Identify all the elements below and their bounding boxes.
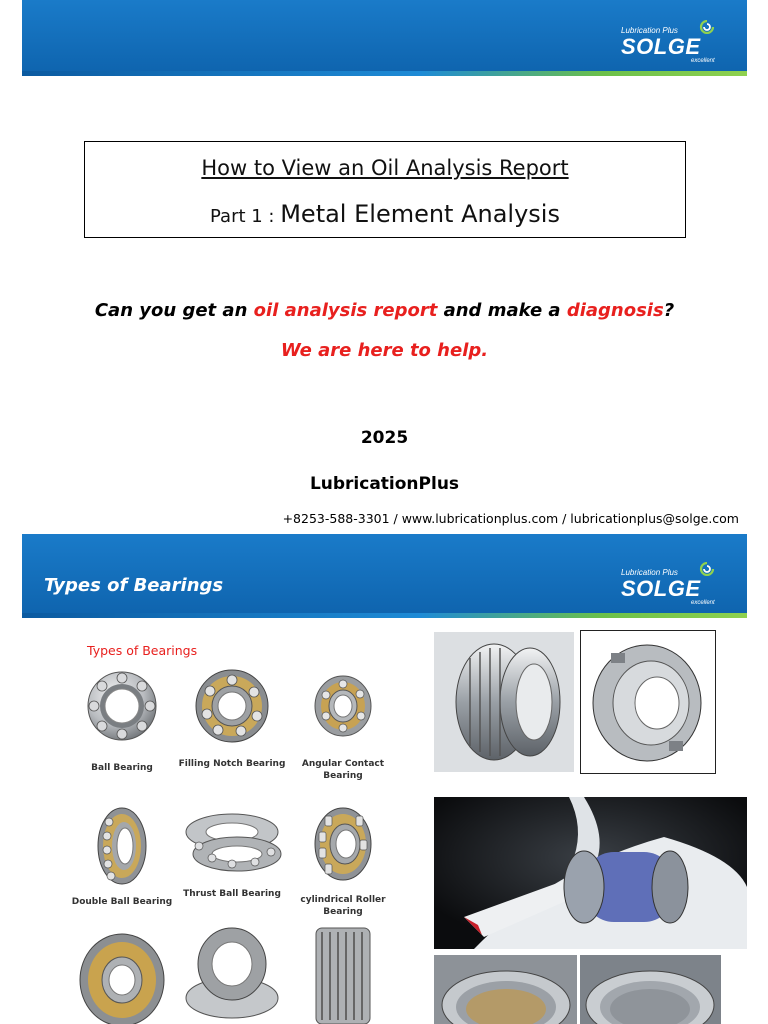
banner-stripe (22, 71, 747, 76)
slide-title (22, 0, 747, 532)
filling-notch-figure (177, 664, 287, 784)
logo-mark-icon (699, 20, 715, 34)
thrust-ball-bearing-icon (177, 806, 287, 896)
large-bearing-photo-2-icon (580, 955, 721, 1024)
question-line (22, 300, 747, 321)
logo-sub: excellent (691, 600, 715, 606)
contact-line: +8253-588-3301 / www.lubricationplus.com / lubricationplus@solge.com (282, 511, 739, 526)
question-highlight-diagnosis: diagnosis (566, 300, 664, 321)
tapered-bearing-photo (434, 632, 574, 772)
tapered-roller-bearing-icon (177, 924, 287, 1024)
logo-tagline: Lubrication Plus (621, 568, 678, 577)
part-prefix: Part 1 : (210, 206, 281, 227)
bearing-label: Ball Bearing (91, 763, 153, 773)
spherical-roller-figure (67, 922, 177, 1024)
header-banner-2 (22, 534, 747, 618)
bearing-label: Angular Contact Bearing (301, 759, 385, 781)
wind-turbine-photo-icon (434, 797, 747, 949)
needle-roller-bearing-icon (288, 920, 398, 1024)
large-bearing-photo-1-icon (434, 955, 577, 1024)
year: 2025 (360, 428, 409, 448)
part-main: Metal Element Analysis (280, 200, 560, 228)
solge-logo-2 (621, 556, 721, 608)
banner-stripe-2 (22, 613, 747, 618)
large-bearing-photo-1 (434, 955, 577, 1024)
ball-bearing-icon (67, 666, 177, 756)
double-ball-figure (67, 804, 177, 924)
bearings-caption: Types of Bearings (87, 643, 198, 658)
question-text-c: and make a (437, 300, 567, 321)
split-bearing-photo (580, 630, 716, 774)
logo-sub: excellent (691, 58, 715, 64)
bearing-label: cylindrical Roller Bearing (300, 895, 386, 917)
wind-turbine-bearing-photo (434, 797, 747, 949)
slide-bearings (22, 534, 747, 1024)
logo-brand: SOLGE (621, 576, 701, 601)
bearing-label: Thrust Ball Bearing (183, 889, 281, 899)
large-bearing-photo-2 (580, 955, 721, 1024)
help-line: We are here to help. (280, 340, 489, 361)
logo-mark-icon (699, 562, 715, 576)
angular-contact-bearing-icon (288, 666, 398, 756)
thrust-ball-figure (177, 806, 287, 926)
split-bearing-photo-icon (581, 631, 715, 773)
question-mark: ? (663, 300, 675, 321)
slide-heading: Types of Bearings (44, 575, 224, 596)
logo-tagline: Lubrication Plus (621, 26, 678, 35)
needle-roller-figure (288, 920, 398, 1024)
tapered-roller-figure (177, 924, 287, 1024)
company-name: LubricationPlus (309, 474, 460, 494)
question-highlight-report: oil analysis report (253, 300, 438, 321)
title-box (84, 141, 686, 238)
angular-contact-figure (288, 666, 398, 786)
spherical-roller-bearing-icon (67, 922, 177, 1024)
cylindrical-roller-figure (288, 802, 398, 922)
report-title: How to View an Oil Analysis Report (201, 156, 569, 180)
solge-logo (621, 14, 721, 66)
double-ball-bearing-icon (67, 804, 177, 894)
cylindrical-roller-bearing-icon (288, 802, 398, 892)
part-title (85, 200, 685, 228)
bearing-label: Filling Notch Bearing (178, 759, 286, 769)
filling-notch-bearing-icon (177, 664, 287, 754)
logo-brand: SOLGE (621, 34, 701, 59)
question-text-a: Can you get an (94, 300, 254, 321)
ball-bearing-figure (67, 666, 177, 786)
header-banner (22, 0, 747, 76)
tapered-bearing-photo-icon (434, 632, 574, 772)
bearing-label: Double Ball Bearing (71, 897, 173, 907)
